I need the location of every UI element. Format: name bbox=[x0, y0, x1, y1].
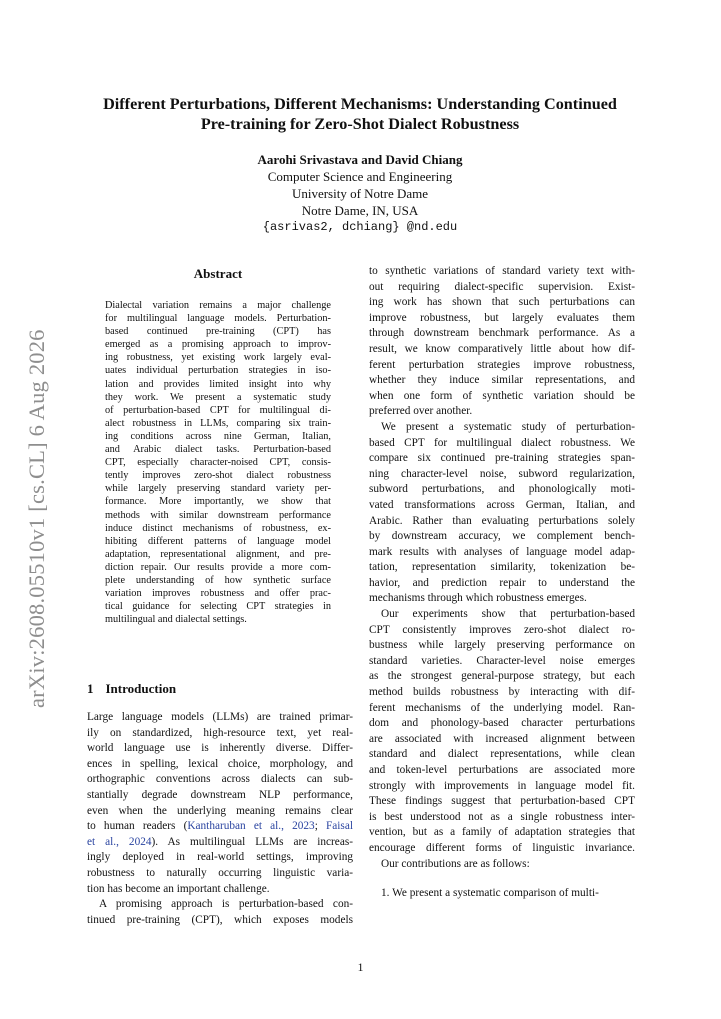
citation-link[interactable]: Faisal bbox=[326, 820, 353, 833]
body-line: bustness while largely preserving performance on bbox=[369, 639, 635, 652]
body-line: based CPT for multilingual dialect robustness. We bbox=[369, 436, 635, 449]
author-names: Aarohi Srivastava and David Chiang bbox=[257, 152, 463, 167]
body-line: when one form of synthetic variation should be bbox=[369, 389, 635, 402]
author-university: University of Notre Dame bbox=[291, 186, 429, 201]
abstract-line: emerged as a promising approach to improv- bbox=[105, 339, 331, 351]
title-line-1: Different Perturbations, Different Mechanisms: Understanding Continued bbox=[103, 95, 617, 113]
page-number: 1 bbox=[357, 960, 364, 974]
body-column-left bbox=[87, 710, 353, 928]
body-line: robustness to naturally occurring linguistic varia- bbox=[87, 866, 353, 879]
body-line: result, we know comparatively little about how dif- bbox=[369, 342, 635, 355]
author-block bbox=[160, 151, 560, 236]
body-column-right bbox=[369, 264, 635, 902]
body-line: mark results with analyses of language model adap- bbox=[369, 545, 635, 558]
abstract-line: alect robustness in LLMs, comparing six train- bbox=[105, 417, 331, 429]
abstract-heading: Abstract bbox=[193, 266, 243, 281]
body-line: tation, representation similarity, tokenization be- bbox=[369, 561, 635, 574]
body-line: improve robustness, but largely evaluates them bbox=[369, 311, 635, 324]
abstract-line: of perturbation-based CPT for multilingual di- bbox=[105, 404, 331, 416]
body-line: tinued pre-training (CPT), which exposes models bbox=[87, 913, 353, 926]
body-line bbox=[369, 872, 635, 886]
body-line: as the strongest general-purpose strategy, but each bbox=[369, 670, 635, 683]
body-line: stantially degrade downstream NLP performance, bbox=[87, 788, 353, 801]
abstract-line: formance. More importantly, we show that bbox=[105, 496, 331, 508]
abstract-line: multilingual and dialectal settings. bbox=[105, 614, 247, 626]
abstract-line: CPT, especially character-noised CPT, consis- bbox=[105, 457, 331, 469]
body-line: standard and dialect representations, while clean bbox=[369, 748, 635, 761]
body-line: encourage different forms of linguistic invariance. bbox=[369, 841, 635, 854]
body-line: havior, and prediction repair to understand the bbox=[369, 576, 635, 589]
body-line: strongly with improvements in language model fit. bbox=[369, 779, 635, 792]
body-line: standard varieties. Character-level noise emerges bbox=[369, 654, 635, 667]
body-line: vention, but as a family of adaptation strategies that bbox=[369, 826, 635, 839]
citation-link[interactable]: Kantharuban et al., 2023 bbox=[187, 820, 315, 833]
body-line: ferent perturbation strategies improve robustness, bbox=[369, 358, 635, 371]
abstract-body bbox=[105, 299, 331, 626]
abstract-line: while largely preserving standard variety per- bbox=[105, 483, 331, 495]
abstract-line: tently improves zero-shot dialect robustness bbox=[105, 470, 331, 482]
body-line: tion has become an important challenge. bbox=[87, 882, 270, 895]
body-line: mechanisms through which robustness emerges. bbox=[369, 592, 587, 605]
abstract-line: and Arabic dialect tasks. Perturbation-based bbox=[105, 444, 331, 456]
body-line: whether they induce similar representations, and bbox=[369, 374, 635, 387]
body-line: dom and phonology-based character perturbations bbox=[369, 717, 635, 730]
body-line: Our contributions are as follows: bbox=[381, 857, 530, 870]
body-line: is best understood not as a single robustness inter- bbox=[369, 810, 635, 823]
abstract-line: tical guidance for selecting CPT strategies in bbox=[105, 601, 331, 613]
abstract-line: ing conditions across nine German, Italian, bbox=[105, 430, 331, 442]
section-number: 1 bbox=[87, 681, 94, 696]
body-line: compare six continued pre-training strategies span- bbox=[369, 452, 635, 465]
body-line: We present a systematic study of perturbation- bbox=[381, 420, 635, 433]
body-line: ing work has shown that such perturbations can bbox=[369, 296, 635, 309]
body-line: world language use is inherently diverse. Differ- bbox=[87, 742, 353, 755]
body-line: by downstream accuracy, we complement bench- bbox=[369, 530, 635, 543]
body-line: are associated with increased alignment between bbox=[369, 732, 635, 745]
body-line: ingly deployed in real-world settings, improving bbox=[87, 851, 353, 864]
body-line: A promising approach is perturbation-based con- bbox=[99, 898, 353, 911]
abstract-line: ing robustness, yet existing work largely eval- bbox=[105, 352, 331, 364]
body-line: method builds robustness by interacting with dif- bbox=[369, 686, 635, 699]
abstract-line: uates individual perturbation strategies in iso- bbox=[105, 365, 331, 377]
abstract-line: variation improves robustness and offer prac- bbox=[105, 588, 331, 600]
body-line: out requiring dialect-specific supervision. Exist- bbox=[369, 280, 635, 293]
body-line: to human readers (Kantharuban et al., 2023; Faisal bbox=[87, 820, 353, 833]
abstract-line: lation and provides limited insight into why bbox=[105, 378, 331, 390]
paper-title bbox=[60, 94, 660, 134]
body-line: et al., 2024). As multilingual LLMs are increas- bbox=[87, 835, 353, 848]
author-department: Computer Science and Engineering bbox=[267, 169, 453, 184]
body-line: vated transformations across German, Italian, and bbox=[369, 498, 635, 511]
body-line: subword perturbations, and phonologically moti- bbox=[369, 483, 635, 496]
abstract-line: adaptation, representational alignment, and pre- bbox=[105, 548, 331, 560]
abstract-line: methods with similar downstream performance bbox=[105, 509, 331, 521]
author-location: Notre Dame, IN, USA bbox=[301, 203, 419, 218]
abstract-line: they work. We present a systematic study bbox=[105, 391, 331, 403]
body-line: Our experiments show that perturbation-based bbox=[381, 608, 635, 621]
body-line: Large language models (LLMs) are trained primar- bbox=[87, 711, 353, 723]
body-line: ily on standardized, high-resource text, yet real- bbox=[87, 726, 353, 739]
abstract-line: induce distinct mechanisms of robustness, ex- bbox=[105, 522, 331, 534]
author-email: {asrivas2, dchiang} @nd.edu bbox=[262, 220, 458, 234]
body-line: CPT consistently improves zero-shot dialect ro- bbox=[369, 623, 635, 636]
body-line: through downstream benchmark performance. As a bbox=[369, 327, 635, 340]
citation-link[interactable]: et al., 2024 bbox=[87, 835, 152, 848]
body-line: to synthetic variations of standard variety text with- bbox=[369, 265, 635, 277]
body-line: ferent mechanisms of the underlying model. Ran- bbox=[369, 701, 635, 714]
body-line: ences in spelling, lexical choice, morphology, and bbox=[87, 757, 353, 770]
body-line: 1. We present a systematic comparison of multi- bbox=[381, 887, 599, 900]
body-line: These findings suggest that perturbation-based CPT bbox=[369, 795, 635, 808]
arxiv-stamp: arXiv:2608.05510v1 [cs.CL] 6 Aug 2026 bbox=[24, 329, 49, 708]
body-line: Arabic. Rather than evaluating perturbations solely bbox=[369, 514, 635, 527]
abstract-line: diction repair. Our results provide a more com- bbox=[105, 561, 331, 573]
body-line: even when the underlying meaning remains clear bbox=[87, 804, 353, 817]
abstract-line: for multilingual language models. Perturbation- bbox=[105, 313, 331, 325]
section-heading-introduction bbox=[87, 681, 176, 697]
abstract-line: based continued pre-training (CPT) has bbox=[105, 326, 331, 338]
abstract-line: hibiting different patterns of language model bbox=[105, 535, 331, 547]
body-line: preferred over another. bbox=[369, 405, 473, 418]
body-line: and token-level perturbations are associated more bbox=[369, 764, 635, 776]
title-line-2: Pre-training for Zero-Shot Dialect Robustness bbox=[200, 115, 520, 133]
body-line: orthographic conventions across dialects can sub- bbox=[87, 773, 353, 786]
body-line: ning character-level noise, subword regularization, bbox=[369, 467, 635, 480]
abstract-line: Dialectal variation remains a major challenge bbox=[105, 300, 331, 311]
section-title: Introduction bbox=[105, 681, 177, 696]
abstract-line: plete understanding of how synthetic surface bbox=[105, 574, 331, 586]
